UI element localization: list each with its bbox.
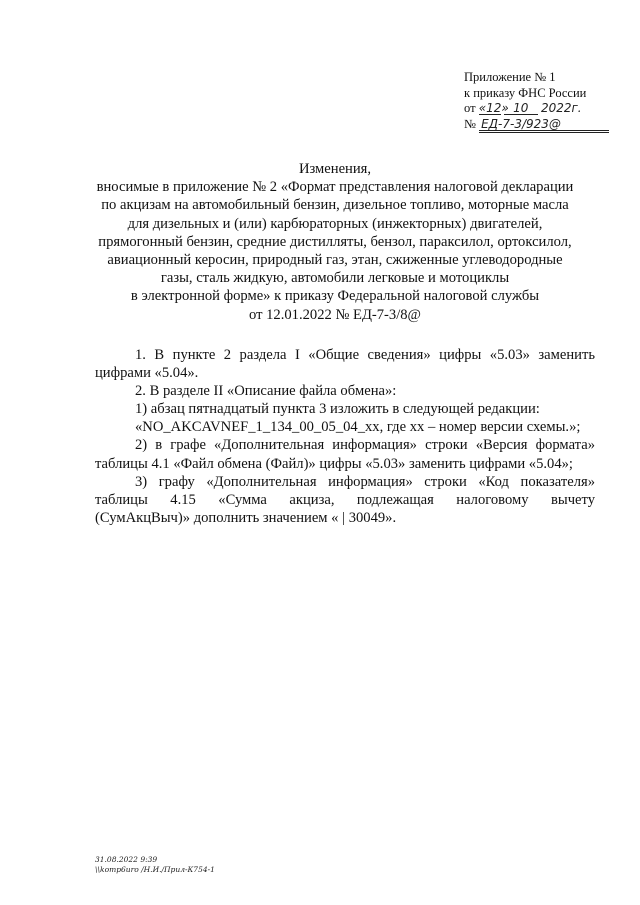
attachment-order-ref: к приказу ФНС России	[464, 85, 587, 100]
title-line: по акцизам на автомобильный бензин, дизельное топливо, моторные масла	[101, 197, 569, 214]
item-2: 2. В разделе II «Описание файла обмена»:	[135, 383, 397, 400]
document-title	[70, 160, 600, 324]
number-prefix: №	[464, 116, 476, 131]
footer-timestamp: 31.08.2022 9:39	[95, 855, 158, 864]
attachment-date-line	[464, 101, 614, 117]
title-line: газы, сталь жидкую, автомобили легковые и мотоциклы	[160, 270, 510, 287]
document-body	[95, 346, 595, 527]
item-2-3-line-3: (СумАкцВыч)» дополнить значением « | 30049».	[95, 509, 397, 526]
title-line: для дизельных и (или) карбюраторных (инжекторных) двигателей,	[127, 215, 543, 232]
date-month: 10	[504, 102, 538, 115]
footer-file-path: \\komp6uro /Н.И./Прил-К754-1	[95, 864, 215, 874]
attachment-title: Приложение № 1	[464, 70, 556, 84]
item-2-2-line-2: таблицы 4.1 «Файл обмена (Файл)» цифры «5.03» заменить цифрами «5.04»;	[95, 455, 573, 472]
title-line: от 12.01.2022 № ЕД-7-3/8@	[249, 306, 421, 323]
item-2-1: 1) абзац пятнадцатый пункта 3 изложить в следующей редакции:	[135, 401, 540, 418]
date-year: 2022г.	[540, 101, 582, 115]
date-day: «12»	[478, 101, 509, 115]
item-2-3-line-1: 3) графу «Дополнительная информация» строки «Код показателя»	[135, 473, 595, 490]
item-2-1-text: «NO_AKCAVNEF_1_134_00_05_04_xx, где хх – номер версии схемы.»;	[135, 419, 581, 436]
title-line: вносимые в приложение № 2 «Формат представления налоговой декларации	[96, 179, 574, 196]
document-number: ЕД-7-3/923@	[479, 118, 609, 133]
title-line: Изменения,	[298, 161, 372, 177]
item-2-3-line-2: таблицы 4.15 «Сумма акциза, подлежащая налоговому вычету	[95, 491, 595, 508]
title-line: авиационный керосин, природный газ, этан, сжиженные углеводородные	[107, 252, 563, 269]
item-1-line-2: цифрами «5.04».	[95, 365, 199, 382]
attachment-block	[464, 70, 614, 133]
footer-stamp	[95, 855, 215, 874]
title-line: прямогонный бензин, средние дистилляты, бензол, параксилол, ортоксилол,	[98, 233, 572, 250]
date-prefix: от	[464, 101, 476, 115]
item-2-2-line-1: 2) в графе «Дополнительная информация» строки «Версия формата»	[135, 437, 595, 454]
attachment-number-line	[464, 117, 614, 133]
title-line: в электронной форме» к приказу Федеральной налоговой службы	[130, 288, 540, 305]
item-1-line-1: 1. В пункте 2 раздела I «Общие сведения» цифры «5.03» заменить	[135, 347, 595, 363]
